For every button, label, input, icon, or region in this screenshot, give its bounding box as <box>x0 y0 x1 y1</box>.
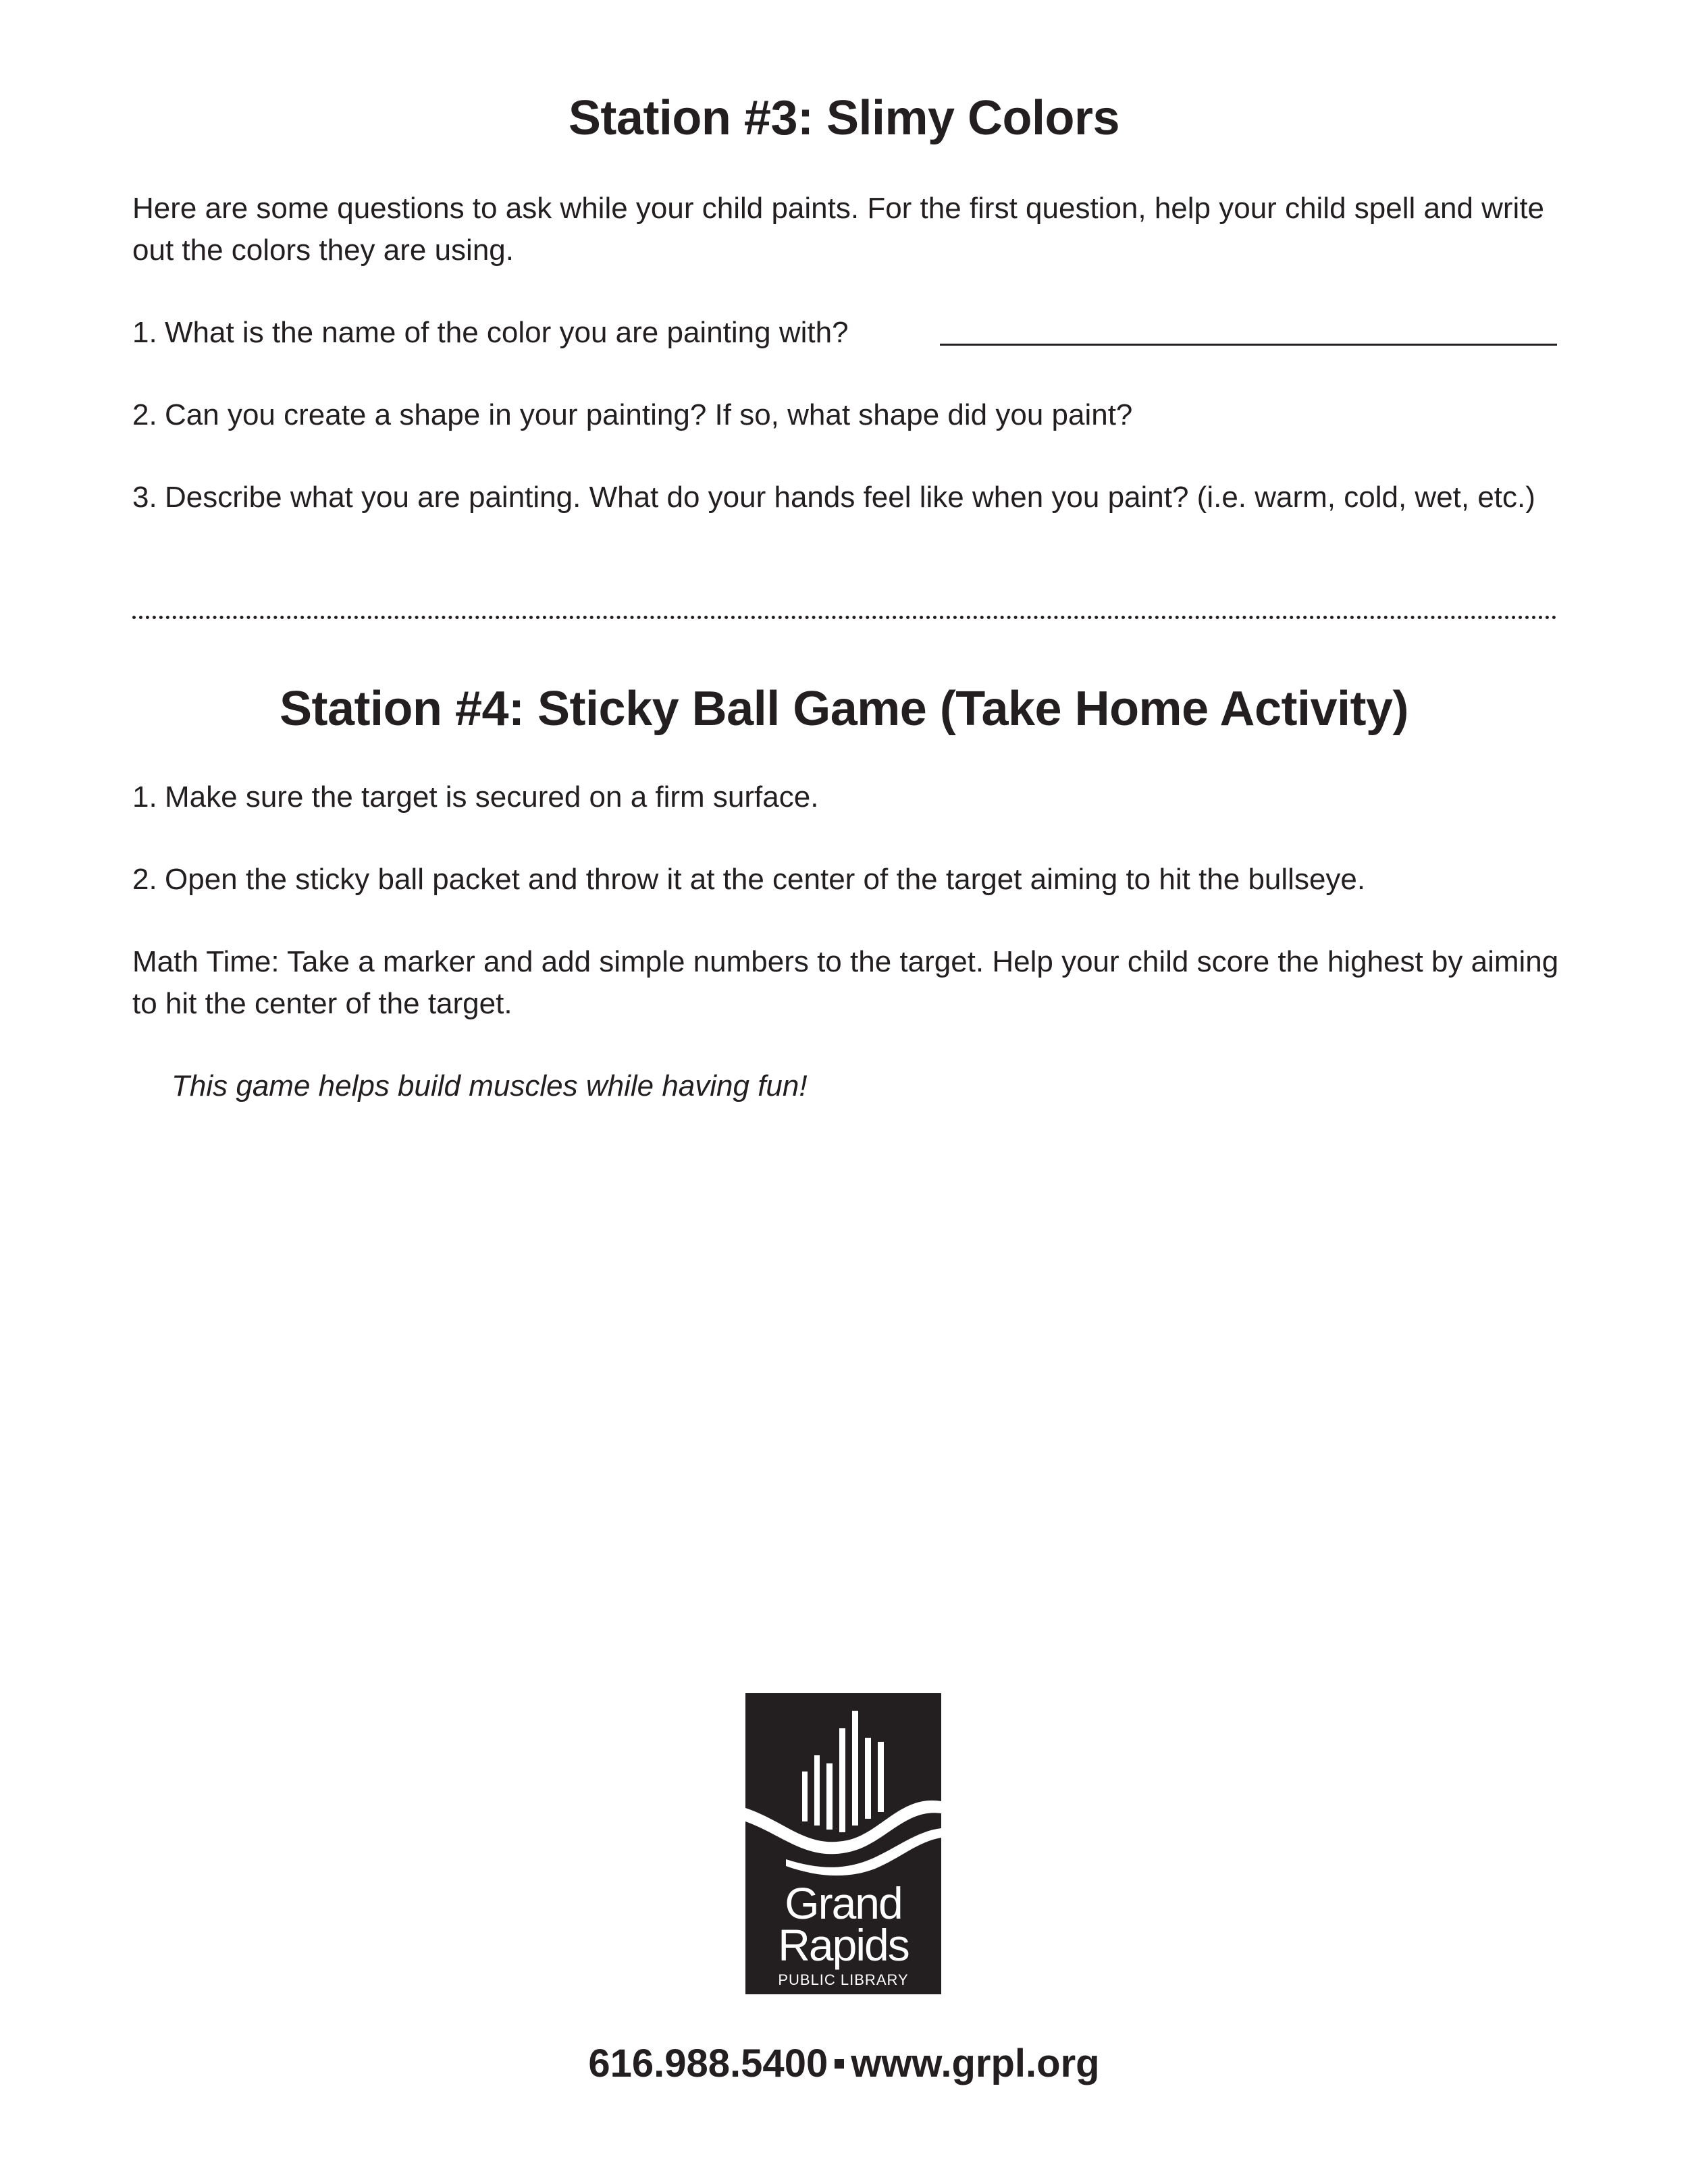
logo-bar <box>802 1772 808 1821</box>
logo-bar <box>865 1738 871 1819</box>
separator-square <box>835 2059 844 2069</box>
logo-graphic <box>745 1693 941 1994</box>
question-3 <box>132 477 1596 518</box>
logo-bar <box>839 1728 845 1832</box>
logo-bar <box>878 1742 884 1812</box>
step-text: Open the sticky ball packet and throw it at the center of the target aiming to hit the bullseye. <box>165 863 1366 896</box>
question-number: 1. <box>132 316 157 349</box>
station3-title: Station #3: Slimy Colors <box>568 91 1120 145</box>
question-number: 3. <box>132 481 157 514</box>
station4-title: Station #4: Sticky Ball Game (Take Home Activity) <box>279 682 1409 736</box>
step-number: 2. <box>132 863 157 896</box>
math-time: Math Time: Take a marker and add simple numbers to the target. Help your child score the highest by aiming to hit the center of the target. <box>132 945 1559 1020</box>
question-text: Describe what you are painting. What do your hands feel like when you paint? (i.e. warm, cold, wet, etc.) <box>165 481 1535 514</box>
logo-text-rapids: Rapids <box>778 1920 909 1970</box>
question-text: Can you create a shape in your painting? If so, what shape did you paint? <box>165 398 1133 431</box>
website-link[interactable]: www.grpl.org <box>851 2042 1100 2085</box>
question-2 <box>132 394 1564 436</box>
station3-intro: Here are some questions to ask while your child paints. For the first question, help your child spell and write out the colors they are using. <box>132 192 1545 267</box>
footer-contact <box>0 2040 1688 2087</box>
logo-bar <box>852 1711 858 1826</box>
question-number: 2. <box>132 398 157 431</box>
answer-line <box>940 344 1557 346</box>
question-1 <box>132 312 1564 354</box>
fun-note: This game helps build muscles while having fun! <box>172 1069 808 1102</box>
section-divider <box>132 616 1557 619</box>
question-text: What is the name of the color you are painting with? <box>165 316 849 349</box>
logo-bar <box>814 1755 820 1826</box>
grand-rapids-library-logo <box>745 1693 941 1994</box>
step-number: 1. <box>132 780 157 814</box>
logo-bar <box>826 1763 833 1830</box>
step-2 <box>132 859 1564 901</box>
logo-text-public-library: PUBLIC LIBRARY <box>778 1971 909 1988</box>
step-text: Make sure the target is secured on a firm surface. <box>165 780 819 814</box>
logo-text-grand: Grand <box>785 1878 902 1928</box>
step-1 <box>132 776 1564 818</box>
phone-number: 616.988.5400 <box>588 2042 828 2085</box>
